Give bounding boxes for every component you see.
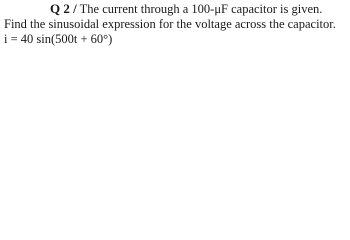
question-text-1: The current through a 100-μF capacitor is given. [79, 2, 323, 16]
question-line-2: Find the sinusoidal expression for the voltage across the capacitor. [4, 17, 336, 31]
question-label: Q 2 / [50, 1, 77, 16]
current-expression: i = 40 sin(500t + 60°) [4, 32, 113, 46]
question-line-1 [50, 2, 322, 16]
question-document [0, 0, 350, 60]
